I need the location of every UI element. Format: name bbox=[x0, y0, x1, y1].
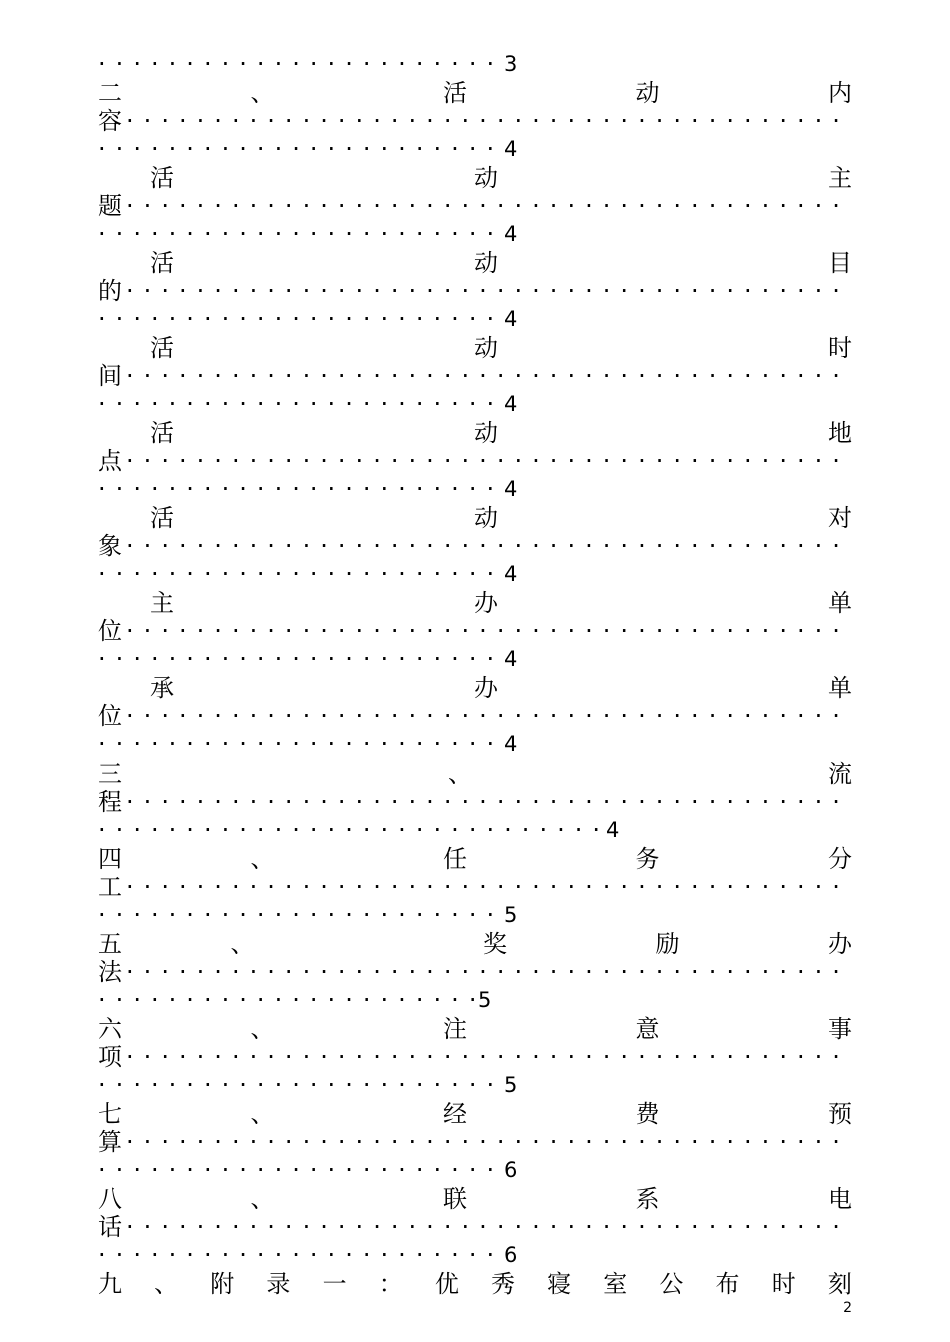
dot-leader bbox=[126, 277, 852, 305]
toc-entry-title[interactable]: 七 、 经 费 预 bbox=[98, 1100, 852, 1128]
toc-entry-wrap: 题 bbox=[98, 192, 122, 220]
toc-entry-title[interactable]: 活 动 主 bbox=[150, 164, 852, 192]
toc-page-number: 4 bbox=[606, 818, 620, 842]
toc-leader-line bbox=[98, 986, 491, 1014]
toc-leader-line bbox=[98, 1241, 517, 1269]
toc-leader-line bbox=[98, 220, 517, 248]
toc-entry-wrap: 话 bbox=[98, 1213, 122, 1241]
toc-entry-title[interactable]: 八 、 联 系 电 bbox=[98, 1185, 852, 1213]
toc-entry-wrap: 容 bbox=[98, 107, 122, 135]
toc-entry-wrap: 间 bbox=[98, 362, 122, 390]
toc-entry-title[interactable]: 九 、 附 录 一 ： 优 秀 寝 室 公 布 时 刻 bbox=[98, 1270, 852, 1298]
toc-page-number: 4 bbox=[504, 732, 518, 756]
dot-leader bbox=[98, 560, 502, 588]
dot-leader bbox=[126, 1213, 852, 1241]
toc-entry-wrap: 法 bbox=[98, 958, 122, 986]
toc-page-number: 5 bbox=[478, 988, 492, 1012]
dot-leader bbox=[126, 532, 852, 560]
toc-page-number: 6 bbox=[504, 1158, 518, 1182]
toc-entry-title[interactable]: 承 办 单 bbox=[150, 674, 852, 702]
toc-page-number: 5 bbox=[504, 1073, 518, 1097]
dot-leader bbox=[98, 50, 502, 78]
toc-entry-wrap: 的 bbox=[98, 277, 122, 305]
toc-entry-wrap: 项 bbox=[98, 1043, 122, 1071]
toc-entry-wrap: 位 bbox=[98, 617, 122, 645]
toc-entry-wrap: 点 bbox=[98, 447, 122, 475]
toc-leader-line bbox=[98, 816, 619, 844]
toc-leader-line bbox=[98, 1071, 517, 1099]
dot-leader bbox=[98, 475, 502, 503]
toc-leader-line bbox=[98, 645, 517, 673]
toc-entry-title[interactable]: 二 、 活 动 内 bbox=[98, 79, 852, 107]
toc-page-number: 4 bbox=[504, 562, 518, 586]
toc-entry-title[interactable]: 主 办 单 bbox=[150, 589, 852, 617]
toc-page-number: 4 bbox=[504, 137, 518, 161]
toc-leader-line bbox=[98, 901, 517, 929]
dot-leader bbox=[98, 1156, 502, 1184]
toc-page-number: 3 bbox=[504, 52, 518, 76]
dot-leader bbox=[126, 702, 852, 730]
toc-page-number: 4 bbox=[504, 392, 518, 416]
dot-leader bbox=[98, 816, 604, 844]
toc-leader-line bbox=[98, 475, 517, 503]
toc-entry-wrap: 程 bbox=[98, 788, 122, 816]
toc-leader-line bbox=[98, 305, 517, 333]
toc-page-number: 5 bbox=[504, 903, 518, 927]
dot-leader bbox=[126, 362, 852, 390]
toc-page-number: 6 bbox=[504, 1243, 518, 1267]
dot-leader bbox=[126, 873, 852, 901]
toc-page-number: 4 bbox=[504, 222, 518, 246]
toc-page-number: 4 bbox=[504, 307, 518, 331]
dot-leader bbox=[98, 730, 502, 758]
toc-page-number: 4 bbox=[504, 477, 518, 501]
toc-entry-title[interactable]: 五 、 奖 励 办 bbox=[98, 930, 852, 958]
dot-leader bbox=[126, 447, 852, 475]
toc-leader-line bbox=[98, 730, 517, 758]
dot-leader bbox=[98, 220, 502, 248]
toc-entry-wrap: 算 bbox=[98, 1128, 122, 1156]
dot-leader bbox=[98, 1241, 502, 1269]
toc-leader-line bbox=[98, 560, 517, 588]
dot-leader bbox=[126, 1128, 852, 1156]
toc-entry-title[interactable]: 六 、 注 意 事 bbox=[98, 1015, 852, 1043]
dot-leader bbox=[126, 617, 852, 645]
dot-leader bbox=[98, 305, 502, 333]
toc-entry-title[interactable]: 活 动 地 bbox=[150, 419, 852, 447]
toc-entry-wrap: 位 bbox=[98, 702, 122, 730]
dot-leader bbox=[98, 986, 476, 1014]
toc-leader-line bbox=[98, 1156, 517, 1184]
toc-leader-line bbox=[98, 390, 517, 418]
dot-leader bbox=[126, 958, 852, 986]
toc-leader-line bbox=[98, 135, 517, 163]
toc-entry-wrap: 工 bbox=[98, 873, 122, 901]
dot-leader bbox=[126, 788, 852, 816]
dot-leader bbox=[126, 1043, 852, 1071]
dot-leader bbox=[98, 135, 502, 163]
dot-leader bbox=[98, 901, 502, 929]
page-number: 2 bbox=[843, 1300, 852, 1316]
toc-entry-title[interactable]: 四 、 任 务 分 bbox=[98, 845, 852, 873]
dot-leader bbox=[98, 645, 502, 673]
toc-entry-wrap: 象 bbox=[98, 532, 122, 560]
toc-entry-title[interactable]: 三 、 流 bbox=[98, 760, 852, 788]
toc-leader-line bbox=[98, 50, 517, 78]
dot-leader bbox=[98, 1071, 502, 1099]
dot-leader bbox=[98, 390, 502, 418]
dot-leader bbox=[126, 192, 852, 220]
toc-page-number: 4 bbox=[504, 647, 518, 671]
toc-entry-title[interactable]: 活 动 对 bbox=[150, 504, 852, 532]
dot-leader bbox=[126, 107, 852, 135]
toc-entry-title[interactable]: 活 动 时 bbox=[150, 334, 852, 362]
toc-entry-title[interactable]: 活 动 目 bbox=[150, 249, 852, 277]
